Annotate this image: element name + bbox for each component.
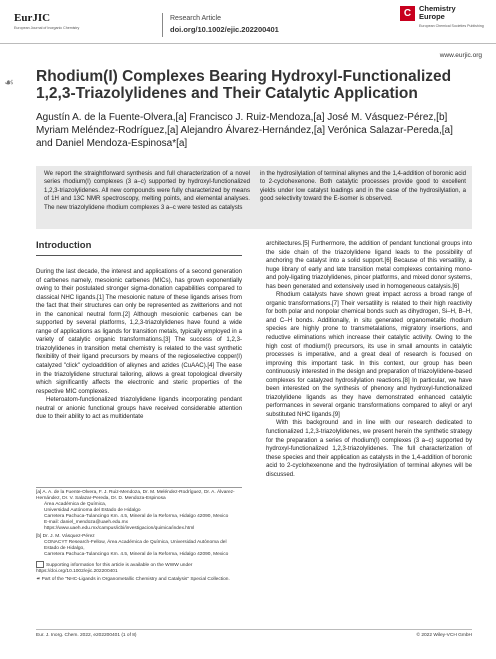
paragraph: During the last decade, the interest and applications of a second generation of carbenes namely, mesoionic carbenes (MICs), has grown exponentially owing to their postulated stronger sigma-donation capabilities compared to classical NHC ligands.[1] The mesoionic nature of these ligands arises from the fact that their structures can only be represented as zwitterions and not in the canonical neutral form.[2] Although mesoionic carbenes can be supported by several platforms, 1,2,3-triazolylidenes have found a wide range of applications as ligands for transition metals, typically employed in a variety of catalytic organic transformations.[3] The success of 1,2,3-triazolylidenes in transition metal chemistry is related to the vast synthetic flexibility of their ligand precursors by means of the regioselective copper(I) catalyzed "click" cycloaddition of alkynes and azides (CuAAC).[4] The ease in the triazolylidene structural tailoring, allows a great topological diversity which significantly affects the electronic and steric properties of the respective MIC complexes. <box>36 268 242 395</box>
footnote-email[interactable]: E-mail: daniel_mendoza@uaeh.edu.mx <box>44 520 129 525</box>
affiliation-footnotes <box>36 490 242 583</box>
paragraph: Rhodium catalysts have shown great impact across a broad range of organic transformations.[7] Their versatility is related to their high reactivity for both polar and nonpolar chemical bonds such as dihydrogen, Si–H, B–H, and C–H bonds. Additionally, in situ generated organometallic rhodium species are highly prone to transmetalations, migratory insertions, and reductive eliminations which increase their catalytic activity. Owing to the high cost of rhodium(I) precursors, its use in small amounts in catalytic processes is imperative, and a great deal of research is focused on improving this important task. In this context, our group has been continuously interested in the design and preparation of triazolylidene-based complexes for catalyzed hydrosilylation reactions.[8] In particular, we have been interested on the synthesis of phenoxy and hydroxyl-functionalized triazolylidene ligands as they have demonstrated enhanced catalytic performances in several organic transformations compared to alkyl or aryl substituted NHC ligands.[9] <box>266 291 472 418</box>
special-collection-icon: ☙ <box>4 77 14 89</box>
journal-logo: EurJIC <box>14 12 51 24</box>
doi-link[interactable]: doi.org/10.1002/ejic.202200401 <box>170 25 279 34</box>
paragraph: Heteroatom-functionalized triazolylidene ligands incorporating pendant neutral or anionic functional groups have received considerable attention due to their ability to act as multidentate <box>36 396 242 421</box>
footnote-line: Universidad Autónoma del Estado de Hidalgo <box>44 508 141 513</box>
author-list: Agustín A. de la Fuente-Olvera,[a] Francisco J. Ruiz-Mendoza,[a] José M. Vásquez-Pérez,[b] Myriam Meléndez-Rodríguez,[a] Alejandro Álvarez-Hernández,[a] Verónica Salazar-Pereda,[a] and Daniel Mendoza-Espinosa*[a] <box>36 112 453 149</box>
publisher-name-line-1: Chemistry <box>419 4 456 13</box>
header-rule <box>0 43 496 44</box>
abstract-right: in the hydrosilylation of terminal alkynes and the 1,4-addition of boronic acid to 2-cyclohexenone. Both catalytic processes provide good to excellent yields under low catalyst loadings and in the case of the hydrosilylation, a good selectivity toward the E-isomer is observed. <box>260 170 466 203</box>
publisher-subtitle: European Chemical Societies Publishing <box>419 24 484 28</box>
abstract-box <box>36 166 472 229</box>
footnote-line: Área Académica de Química, <box>44 502 107 507</box>
copyright-footer: © 2022 Wiley-VCH GmbH <box>416 633 472 638</box>
left-column <box>36 268 242 422</box>
journal-subtitle: European Journal of Inorganic Chemistry <box>14 26 80 30</box>
citation-footer: Eur. J. Inorg. Chem. 2022, e202200401 (1 of 8) <box>36 633 137 638</box>
article-title: Rhodium(I) Complexes Bearing Hydroxyl-Functionalized 1,2,3-Triazolylidenes and Their Catalytic Application <box>36 68 452 102</box>
header-divider <box>162 13 163 37</box>
abstract-left: We report the straightforward synthesis and full characterization of a novel series rhodium(I) complexes (3 a–c) supported by hydroxyl-functionalized 1,2,3-triazolylidenes. All new compounds were fully characterized by means of 1H and 13C NMR spectroscopy, melting points, and elemental analyses. The new triazolylidene rhodium complexes 3 a–c were tested as catalysts <box>44 170 250 211</box>
footnote-line: Carretera Pachuca-Tulancingo Km. 4.5, Mineral de la Reforma, Hidalgo 42090, Mexico <box>44 552 229 557</box>
footnote-url[interactable]: https://www.uaeh.edu.mx/campus/icbi/investigacion/quimica/index.html <box>44 526 195 531</box>
footnote-a: [a] A. A. de la Fuente-Olvera, F. J. Ruiz-Mendoza, Dr. M. Meléndez-Rodríguez, Dr. A. Álvarez-Hernández, Dr. V. Salazar-Pereda, Dr. D. Mendoza-Espinosa <box>36 490 235 501</box>
paragraph: With this background and in line with our research dedicated to functionalized 1,2,3-triazolylidenes, we present herein the synthetic strategy for the preparation a series of rhodium(I) complexes (3 a–c) supported by hydroxyl-functionalized 1,2,3-triazolylidenes. The full characterization of these species and their application as catalysts in the 1,4-addition of boronic acid to 2-cyclohexenone and the hydrosilylation of terminal alkynes will be discussed. <box>266 419 472 478</box>
special-collection-note: ☙ Part of the "NHC-Ligands in Organometallic Chemistry and Catalysis" Special Collection. <box>36 576 230 582</box>
right-column <box>266 240 472 479</box>
publisher-name <box>419 5 456 21</box>
footer-rule <box>36 629 472 630</box>
footnote-line: CONACYT Research-Fellow, Área Académica de Química, Universidad Autónoma del Estado de Hidalgo, <box>44 540 227 551</box>
chemistry-europe-logo-icon: C <box>400 6 415 21</box>
journal-website[interactable]: www.eurjic.org <box>439 52 482 59</box>
section-heading-introduction: Introduction <box>36 240 92 251</box>
footnote-line: Carretera Pachuca-Tulancingo Km. 4.5, Mineral de la Reforma, Hidalgo 42090, Mexico <box>44 514 229 519</box>
collection-mark-icon: ☙ <box>36 576 42 582</box>
footnote-rule <box>36 487 242 488</box>
supporting-info-note: Supporting information for this article is available on the WWW under https://doi.org/10.1002/ejic.202200401 <box>36 562 193 574</box>
paragraph: architectures.[5] Furthermore, the addition of pendant functional groups into the side chain of the triazolylidene ligand leads to the possibility of anchoring the catalyst into a solid support.[6] Because of this versatility, a huge library of early and late transition metal complexes containing mono- and poly-ligating triazolylidenes, pincer platforms, and mixed donor systems, has been generated and extensively used in homogeneous catalysis.[6] <box>266 240 472 290</box>
section-rule <box>36 255 242 256</box>
footnote-b: [b] Dr. J. M. Vásquez-Pérez <box>36 534 95 539</box>
article-type: Research Article <box>170 15 221 22</box>
supporting-info-icon <box>36 561 44 568</box>
publisher-name-line-2: Europe <box>419 12 445 21</box>
